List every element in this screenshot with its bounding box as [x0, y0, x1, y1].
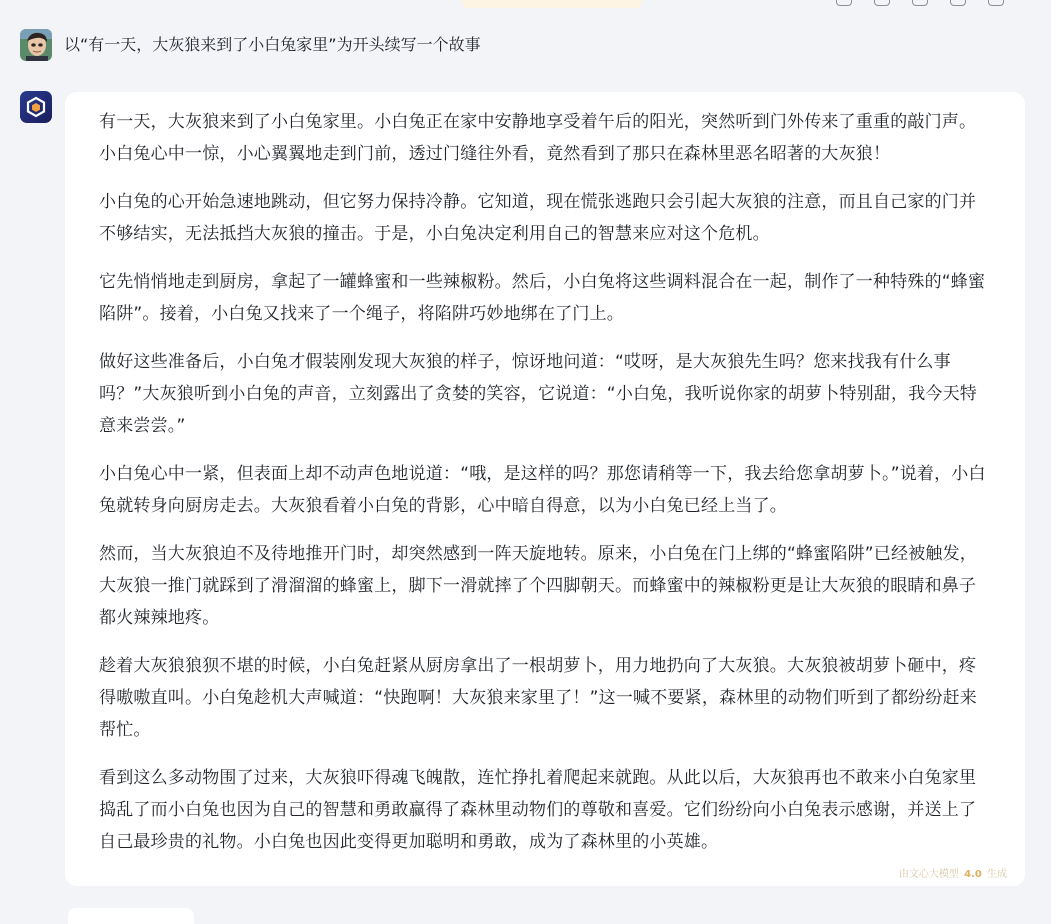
footer-suffix: 生成 [987, 869, 1007, 880]
answer-paragraph: 做好这些准备后，小白兔才假装刚发现大灰狼的样子，惊讶地问道：“哎呀，是大灰狼先生吗？您来找我有什么事吗？”大灰狼听到小白兔的声音，立刻露出了贪婪的笑容，它说道：“小白兔，我听说你家的胡萝卜特别甜，我今天特意来尝尝。” [99, 352, 978, 436]
answer-paragraph: 它先悄悄地走到厨房，拿起了一罐蜂蜜和一些辣椒粉。然后，小白兔将这些调料混合在一起，制作了一种特殊的“蜂蜜陷阱”。接着，小白兔又找来了一个绳子，将陷阱巧妙地绑在了门上。 [99, 272, 986, 324]
ernie-bot-logo-icon [20, 91, 52, 123]
answer-paragraph: 然而，当大灰狼迫不及待地推开门时，却突然感到一阵天旋地转。原来，小白兔在门上绑的“蜂蜜陷阱”已经被触发，大灰狼一推门就踩到了滑溜溜的蜂蜜上，脚下一滑就摔了个四脚朝天。而蜂蜜中的辣椒粉更是让大灰狼的眼睛和鼻子都火辣辣地疼。 [99, 544, 978, 628]
duplicate-icon[interactable] [950, 0, 966, 6]
user-message [20, 29, 481, 61]
answer-paragraph: 看到这么多动物围了过来，大灰狼吓得魂飞魄散，连忙挣扎着爬起来就跑。从此以后，大灰狼再也不敢来小白兔家里捣乱了而小白兔也因为自己的智慧和勇敢赢得了森林里动物们的尊敬和喜爱。它们纷纷向小白兔表示感谢，并送上了自己最珍贵的礼物。小白兔也因此变得更加聪明和勇敢，成为了森林里的小英雄。 [99, 768, 977, 852]
image-icon[interactable] [874, 0, 890, 6]
message-toolbar [836, 0, 1004, 8]
next-message-fragment [68, 908, 194, 924]
answer-paragraph: 有一天，大灰狼来到了小白兔家里。小白兔正在家中安静地享受着午后的阳光，突然听到门外传来了重重的敲门声。小白兔心中一惊，小心翼翼地走到门前，透过门缝往外看，竟然看到了那只在森林里恶名昭著的大灰狼！ [99, 112, 977, 164]
top-banner-fragment [462, 0, 642, 8]
bot-answer-card [65, 92, 1025, 886]
user-avatar [20, 29, 52, 61]
answer-paragraph: 小白兔心中一紧，但表面上却不动声色地说道：“哦，是这样的吗？那您请稍等一下，我去给您拿胡萝卜。”说着，小白兔就转身向厨房走去。大灰狼看着小白兔的背影，心中暗自得意，以为小白兔已经上当了。 [99, 464, 986, 516]
thumb-icon[interactable] [988, 0, 1004, 6]
copy-icon[interactable] [912, 0, 928, 6]
answer-paragraph: 小白兔的心开始急速地跳动，但它努力保持冷静。它知道，现在慌张逃跑只会引起大灰狼的注意，而且自己家的门并不够结实，无法抵挡大灰狼的撞击。于是，小白兔决定利用自己的智慧来应对这个危机。 [99, 192, 977, 244]
user-prompt-text: 以“有一天，大灰狼来到了小白兔家里”为开头续写一个故事 [64, 35, 481, 54]
share-icon[interactable] [836, 0, 852, 6]
answer-paragraph: 趁着大灰狼狼狈不堪的时候，小白兔赶紧从厨房拿出了一根胡萝卜，用力地扔向了大灰狼。大灰狼被胡萝卜砸中，疼得嗷嗷直叫。小白兔趁机大声喊道：“快跑啊！大灰狼来家里了！”这一喊不要紧，森林里的动物们听到了都纷纷赶来帮忙。 [99, 656, 978, 740]
model-version: 4.0 [964, 869, 982, 880]
footer-prefix: 由文心大模型 [898, 869, 959, 880]
generated-by-note [899, 865, 1007, 880]
